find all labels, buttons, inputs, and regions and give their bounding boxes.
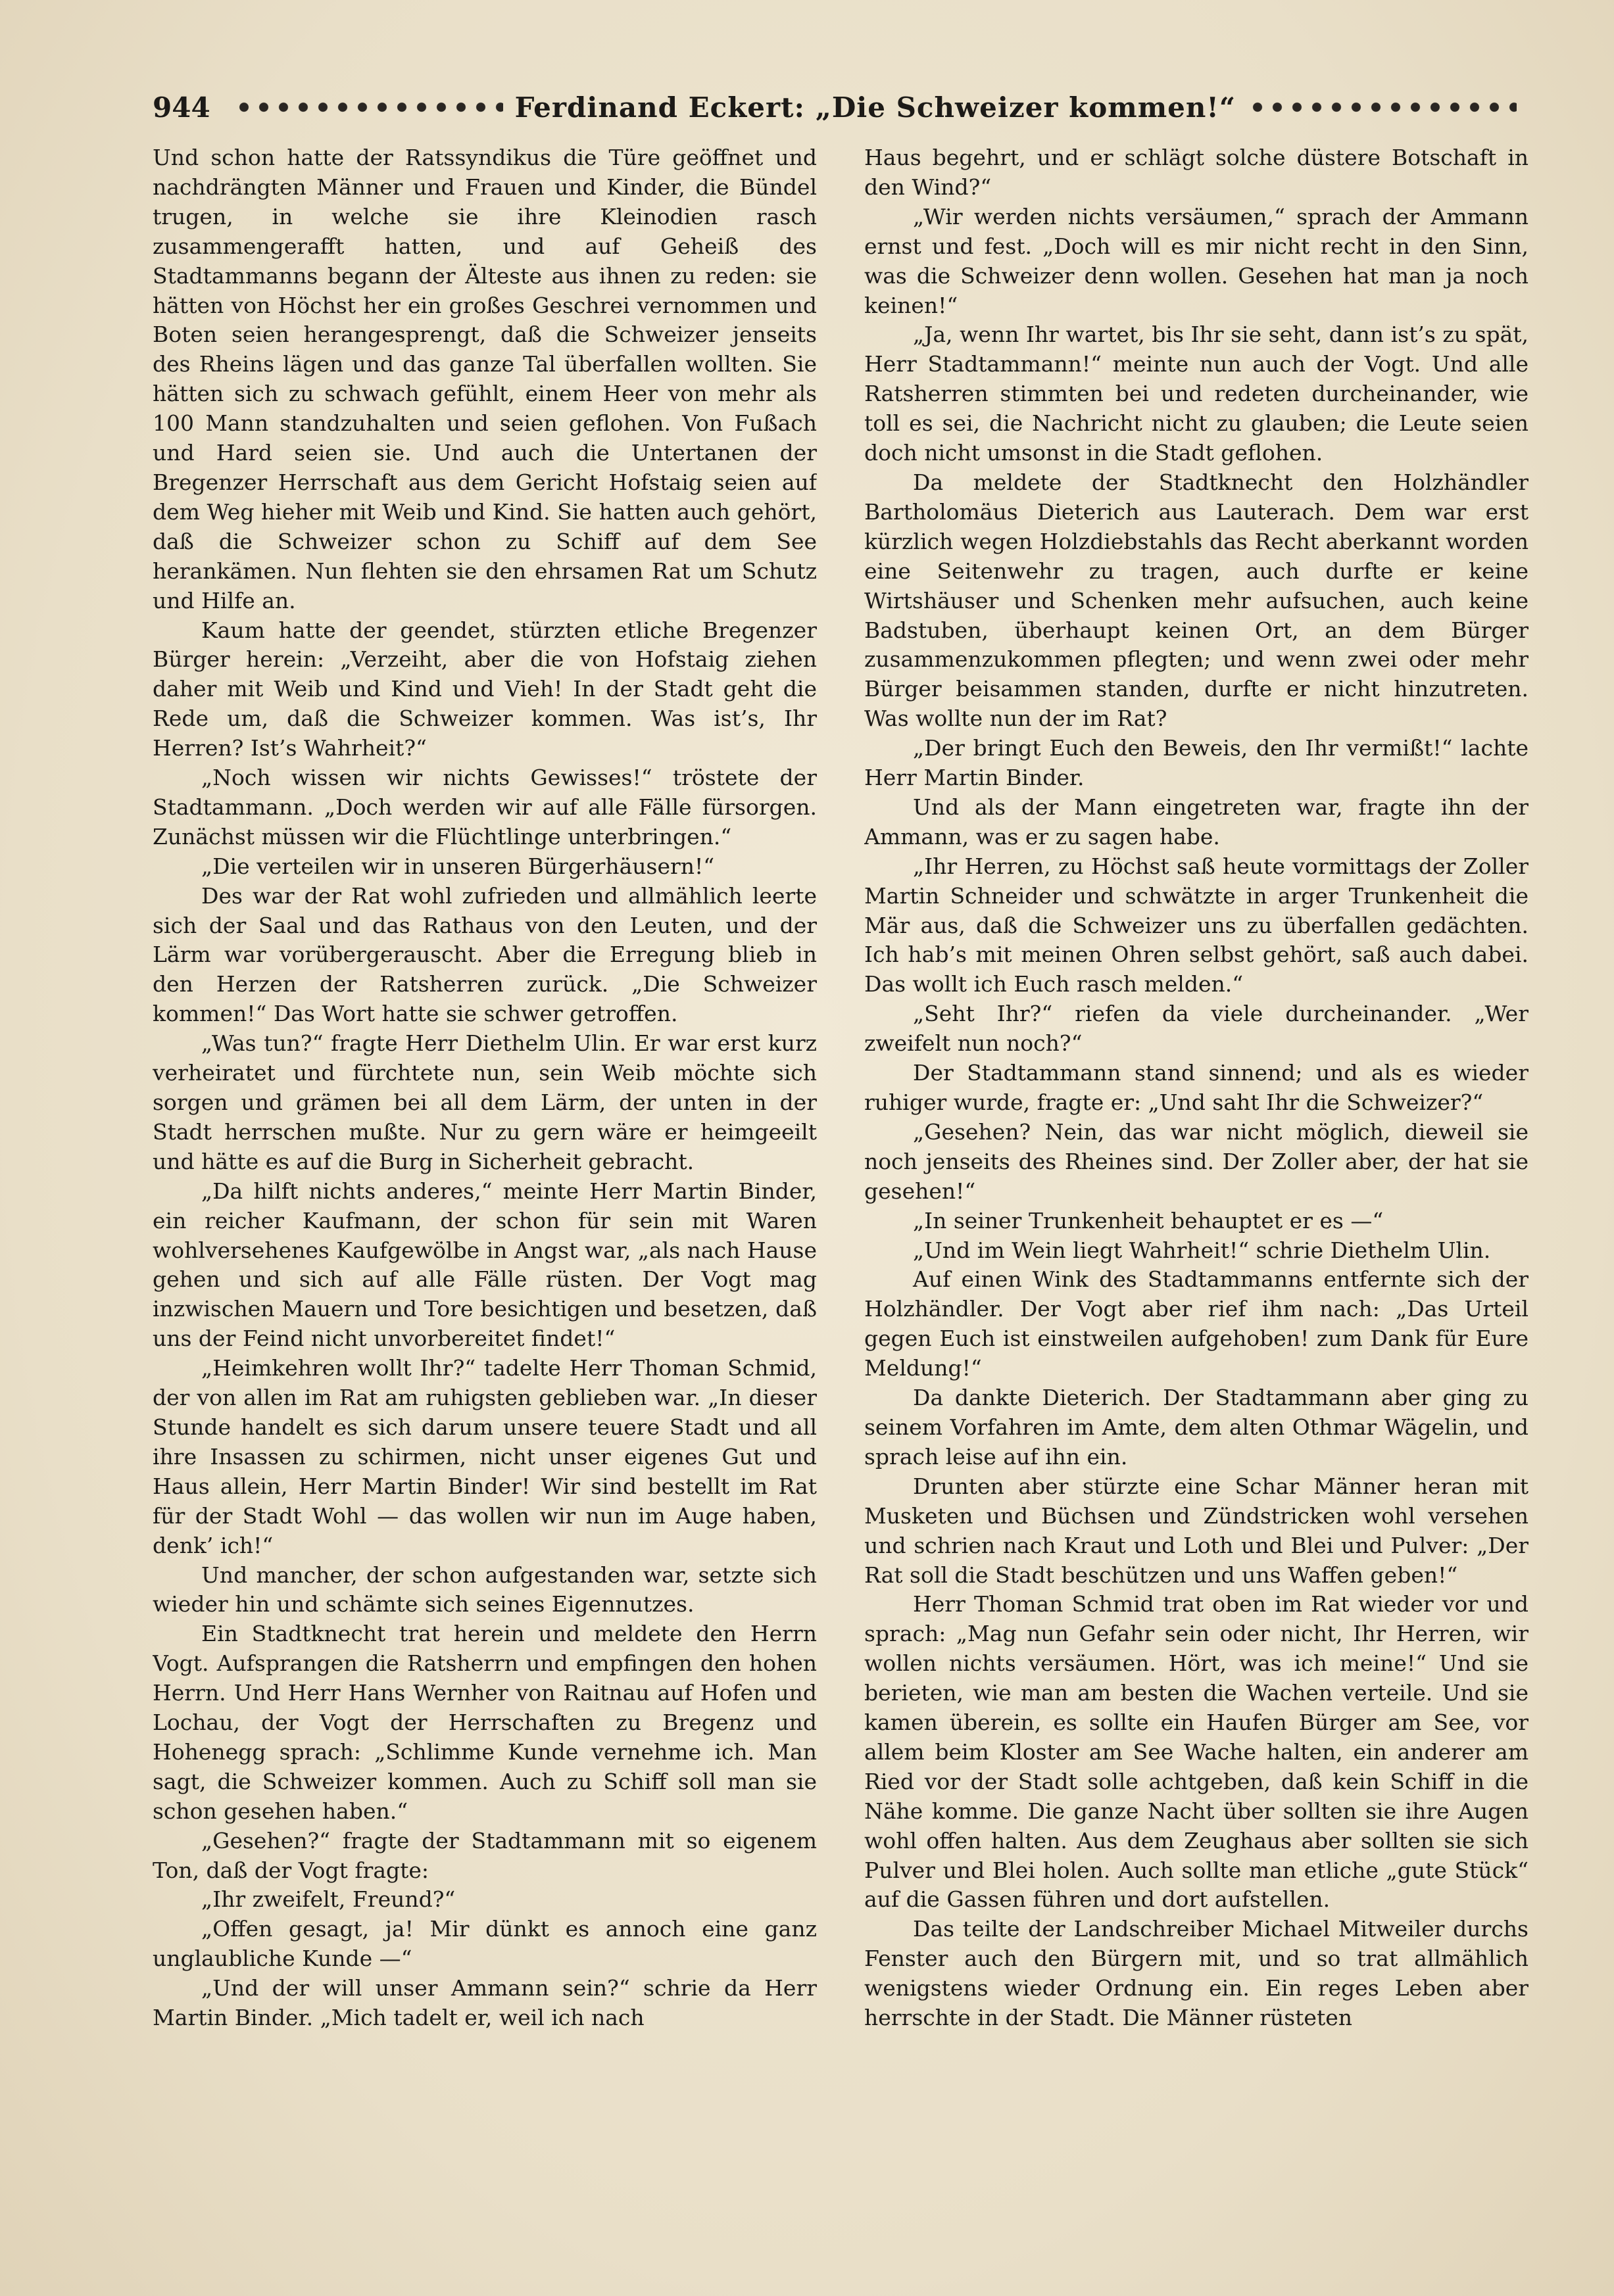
paragraph: „Gesehen? Nein, das war nicht möglich, dieweil sie noch jenseits des Rheines sind. Der Zoller aber, der hat sie gesehen!“ bbox=[864, 1118, 1528, 1204]
paragraph: „Offen gesagt, ja! Mir dünkt es annoch eine ganz unglaubliche Kunde —“ bbox=[153, 1916, 817, 1972]
paragraph: Da dankte Dieterich. Der Stadtammann aber ging zu seinem Vorfahren im Amte, dem alten Othmar Wägelin, und sprach leise auf ihn ein. bbox=[864, 1385, 1528, 1470]
paragraph: Herr Thoman Schmid trat oben im Rat wieder vor und sprach: „Mag nun Gefahr sein oder nicht, Ihr Herren, wir wollen nichts versäumen. Hört, was ich meine!“ Und sie berieten, wie man am besten die Wachen verteile. Und sie kamen überein, es sollte ein Haufen Bürger am See, vor allem beim Kloster am See Wache halten, ein anderer am Ried vor der Stadt solle achtgeben, daß kein Schiff in die Nähe komme. Die ganze Nacht über sollten sie ihre Augen wohl offen halten. Aus dem Zeughaus aber sollten sie sich Pulver und Blei holen. Auch sollte man etliche „gute Stück“ auf die Gassen führen und dort aufstellen. bbox=[864, 1591, 1528, 1913]
paragraph: „Wir werden nichts versäumen,“ sprach der Ammann ernst und fest. „Doch will es mir nicht recht in den Sinn, was die Schweizer denn wollen. Gesehen hat man ja noch keinen!“ bbox=[864, 203, 1528, 318]
paragraph: „Der bringt Euch den Beweis, den Ihr vermißt!“ lachte Herr Martin Binder. bbox=[864, 735, 1528, 791]
left-column bbox=[153, 143, 817, 2155]
paragraph: „Seht Ihr?“ riefen da viele durcheinander. „Wer zweifelt nun noch?“ bbox=[864, 1001, 1528, 1057]
page-number: 944 bbox=[153, 91, 210, 124]
paragraph: „Die verteilen wir in unseren Bürgerhäusern!“ bbox=[201, 853, 715, 879]
ornament-rule-left bbox=[234, 100, 503, 114]
running-title: Ferdinand Eckert: „Die Schweizer kommen!“ bbox=[514, 91, 1236, 124]
right-column bbox=[864, 143, 1528, 2155]
paragraph: „Ja, wenn Ihr wartet, bis Ihr sie seht, dann ist’s zu spät, Herr Stadtammann!“ meinte nun auch der Vogt. Und alle Ratsherren stimmten bei und redeten durcheinander, wie toll es sei, die Nachricht nicht zu glauben; die Leute seien doch nicht umsonst in die Stadt geflohen. bbox=[864, 322, 1528, 466]
paragraph: Des war der Rat wohl zufrieden und allmählich leerte sich der Saal und das Rathaus von den Leuten, und der Lärm war vorübergerauscht. Aber die Erregung blieb in den Herzen der Ratsherren zurück. „Die Schweizer kommen!“ Das Wort hatte sie schwer getroffen. bbox=[153, 882, 817, 1027]
paragraph: Da meldete der Stadtknecht den Holzhändler Bartholomäus Dieterich aus Lauterach. Dem war erst kürzlich wegen Holzdiebstahls das Recht aberkannt worden eine Seitenwehr zu tragen, auch durfte er keine Wirtshäuser und Schenken mehr aufsuchen, auch keine Badstuben, überhaupt keinen Ort, an dem Bürger zusammenzukommen pflegten; und wenn zwei oder mehr Bürger beisammen standen, durfte er nicht hinzutreten. Was wollte nun der im Rat? bbox=[864, 469, 1528, 732]
paragraph: „Und der will unser Ammann sein?“ schrie da Herr Martin Binder. „Mich tadelt er, weil ich nach bbox=[153, 1975, 817, 2031]
paragraph: Der Stadtammann stand sinnend; und als es wieder ruhiger wurde, fragte er: „Und saht Ihr die Schweizer?“ bbox=[864, 1060, 1528, 1115]
paragraph: Drunten aber stürzte eine Schar Männer heran mit Musketen und Büchsen und Zündstricken wohl versehen und schrien nach Kraut und Loth und Blei und Pulver: „Der Rat soll die Stadt beschützen und uns Waffen geben!“ bbox=[864, 1473, 1528, 1588]
paragraph: „Ihr zweifelt, Freund?“ bbox=[201, 1886, 456, 1913]
paragraph: Haus begehrt, und er schlägt solche düstere Botschaft in den Wind?“ bbox=[864, 145, 1528, 200]
paragraph: Das teilte der Landschreiber Michael Mitweiler durchs Fenster auch den Bürgern mit, und so trat allmählich wenigstens wieder Ordnung ein. Ein reges Leben aber herrschte in der Stadt. Die Männer rüsteten bbox=[864, 1916, 1528, 2031]
paragraph: Auf einen Wink des Stadtammanns entfernte sich der Holzhändler. Der Vogt aber rief ihm nach: „Das Urteil gegen Euch ist einstweilen aufgehoben! zum Dank für Eure Meldung!“ bbox=[864, 1266, 1528, 1381]
paragraph: „Was tun?“ fragte Herr Diethelm Ulin. Er war erst kurz verheiratet und fürchtete nun, sein Weib möchte sich sorgen und grämen bei all dem Lärm, der unten in der Stadt herrschen mußte. Nur zu gern wäre er heimgeeilt und hätte es auf die Burg in Sicherheit gebracht. bbox=[153, 1030, 817, 1174]
paragraph: Kaum hatte der geendet, stürzten etliche Bregenzer Bürger herein: „Verzeiht, aber die von Hofstaig ziehen daher mit Weib und Kind und Vieh! In der Stadt geht die Rede um, daß die Schweizer kommen. Was ist’s, Ihr Herren? Ist’s Wahrheit?“ bbox=[153, 617, 817, 761]
text-columns bbox=[153, 143, 1528, 2155]
paragraph: „Heimkehren wollt Ihr?“ tadelte Herr Thoman Schmid, der von allen im Rat am ruhigsten geblieben war. „In dieser Stunde handelt es sich darum unsere teuere Stadt und all ihre Insassen zu schirmen, nicht unser eigenes Gut und Haus allein, Herr Martin Binder! Wir sind bestellt im Rat für der Stadt Wohl — das wollen wir nun im Auge haben, denk’ ich!“ bbox=[153, 1355, 817, 1558]
paragraph: „In seiner Trunkenheit behauptet er es —“ bbox=[913, 1207, 1384, 1233]
paragraph: „Noch wissen wir nichts Gewisses!“ tröstete der Stadtammann. „Doch werden wir auf alle Fälle fürsorgen. Zunächst müssen wir die Flüchtlinge unterbringen.“ bbox=[153, 765, 817, 849]
ornament-rule-right bbox=[1248, 100, 1517, 114]
page-header bbox=[153, 84, 1528, 130]
paragraph: „Und im Wein liegt Wahrheit!“ schrie Diethelm Ulin. bbox=[913, 1237, 1491, 1263]
paragraph: Ein Stadtknecht trat herein und meldete den Herrn Vogt. Aufsprangen die Ratsherrn und empfingen den hohen Herrn. Und Herr Hans Wernher von Raitnau auf Hofen und Lochau, der Vogt der Herrschaften zu Bregenz und Hohenegg sprach: „Schlimme Kunde vernehme ich. Man sagt, die Schweizer kommen. Auch zu Schiff soll man sie schon gesehen haben.“ bbox=[153, 1621, 817, 1824]
paragraph: „Ihr Herren, zu Höchst saß heute vormittags der Zoller Martin Schneider und schwätzte in arger Trunkenheit die Mär aus, daß die Schweizer uns zu überfallen gedächten. Ich hab’s mit meinen Ohren selbst gehört, saß auch dabei. Das wollt ich Euch rasch melden.“ bbox=[864, 853, 1528, 997]
paragraph: Und mancher, der schon aufgestanden war, setzte sich wieder hin und schämte sich seines Eigennutzes. bbox=[153, 1562, 817, 1617]
paragraph: „Da hilft nichts anderes,“ meinte Herr Martin Binder, ein reicher Kaufmann, der schon für sein mit Waren wohlversehenes Kaufgewölbe in Angst war, „als nach Hause gehen und sich auf alle Fälle rüsten. Der Vogt mag inzwischen Mauern und Tore besichtigen und besetzen, daß uns der Feind nicht unvorbereitet findet!“ bbox=[153, 1178, 817, 1352]
paragraph: „Gesehen?“ fragte der Stadtammann mit so eigenem Ton, daß der Vogt fragte: bbox=[153, 1827, 817, 1883]
paragraph: Und schon hatte der Ratssyndikus die Türe geöffnet und nachdrängten Männer und Frauen und Kinder, die Bündel trugen, in welche sie ihre Kleinodien rasch zusammengerafft hatten, und auf Geheiß des Stadtammanns begann der Älteste aus ihnen zu reden: sie hätten von Höchst her ein großes Geschrei vernommen und Boten seien herangesprengt, daß die Schweizer jenseits des Rheins lägen und das ganze Tal überfallen wollten. Sie hätten sich zu schwach gefühlt, einem Heer von mehr als 100 Mann standzuhalten und seien geflohen. Von Fußach und Hard seien sie. Und auch die Untertanen der Bregenzer Herrschaft aus dem Gericht Hofstaig seien auf dem Weg hieher mit Weib und Kind. Sie hatten auch gehört, daß die Schweizer schon zu Schiff auf dem See herankämen. Nun flehten sie den ehrsamen Rat um Schutz und Hilfe an. bbox=[153, 145, 817, 613]
paragraph: Und als der Mann eingetreten war, fragte ihn der Ammann, was er zu sagen habe. bbox=[864, 794, 1528, 849]
